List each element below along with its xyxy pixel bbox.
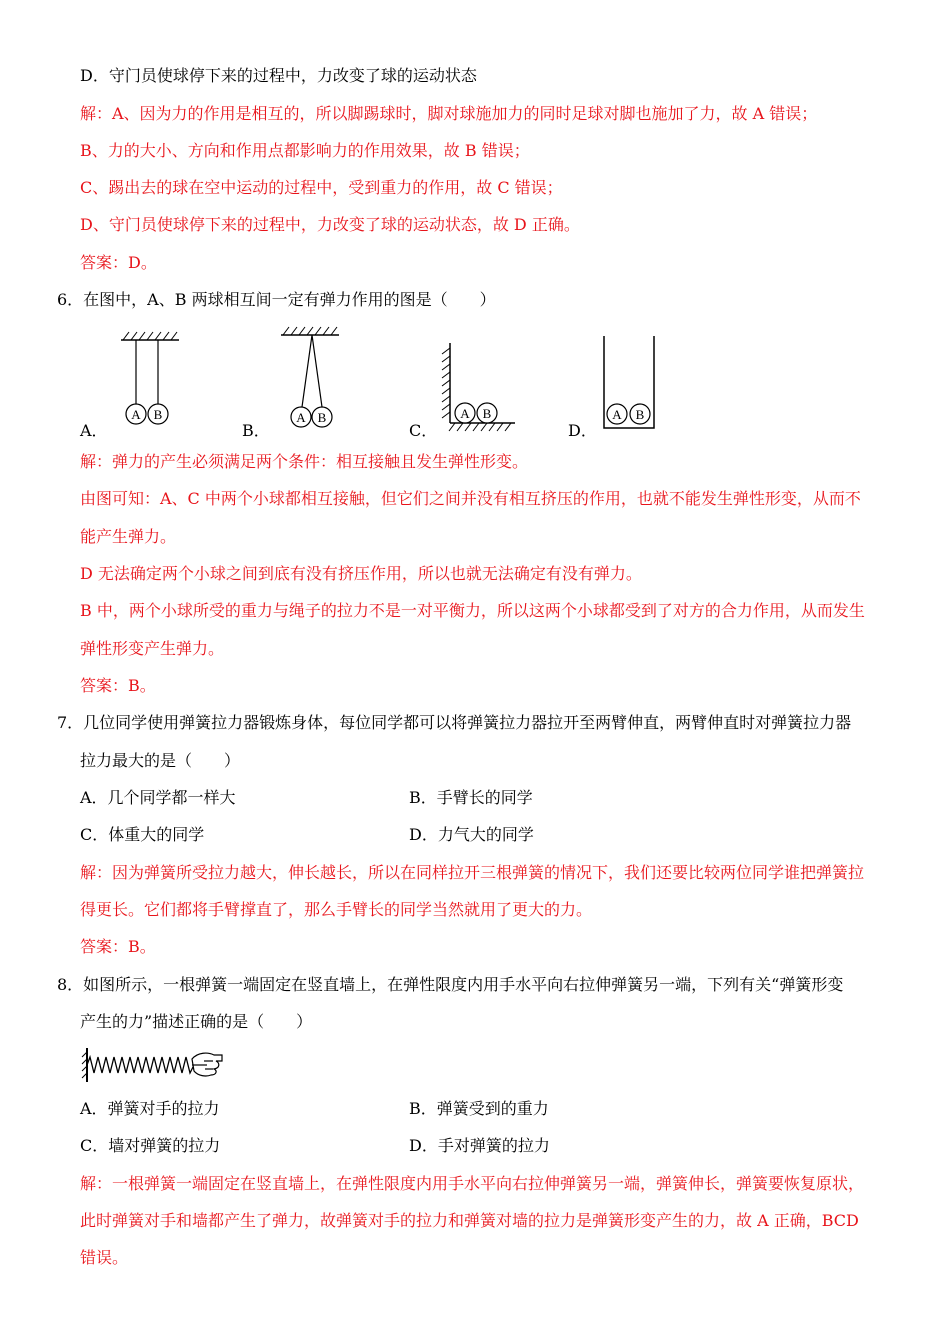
q5-solution-line: D、守门员使球停下来的过程中，力改变了球的运动状态，故 D 正确。 <box>80 215 580 234</box>
q7-stem: 7．几位同学使用弹簧拉力器锻炼身体，每位同学都可以将弹簧拉力器拉开至两臂伸直，两臂伸直时对弹簧拉力器 <box>57 713 852 732</box>
q8-solution-line: 解：一根弹簧一端固定在竖直墙上，在弹性限度内用手水平向右拉伸弹簧另一端，弹簧伸长，弹簧要恢复原状， <box>80 1174 865 1193</box>
q5-solution-line: 解：A、因为力的作用是相互的，所以脚踢球时，脚对球施加力的同时足球对脚也施加了力，故 A 错误； <box>80 104 818 123</box>
q8-option-b: B．弹簧受到的重力 <box>409 1099 549 1118</box>
q6-solution-line: 解：弹力的产生必须满足两个条件：相互接触且发生弹性形变。 <box>80 452 529 471</box>
q6-solution-line: D 无法确定两个小球之间到底有没有挤压作用，所以也就无法确定有没有弹力。 <box>80 564 642 583</box>
svg-text:A: A <box>460 406 470 421</box>
q8-option-c: C．墙对弹簧的拉力 <box>80 1136 221 1155</box>
q6-solution-line: 弹性形变产生弹力。 <box>80 639 225 658</box>
q7-stem-cont: 拉力最大的是（ ） <box>80 751 241 770</box>
q5-solution-line: C、踢出去的球在空中运动的过程中，受到重力的作用，故 C 错误； <box>80 178 563 197</box>
q6-label-d: D． <box>568 421 597 440</box>
svg-text:B: B <box>153 407 163 422</box>
q7-answer: 答案：B。 <box>80 937 156 956</box>
q5-solution-line: B、力的大小、方向和作用点都影响力的作用效果，故 B 错误； <box>80 141 530 160</box>
q8-stem-cont: 产生的力”描述正确的是（ ） <box>80 1012 313 1031</box>
svg-text:B: B <box>482 406 492 421</box>
q6-solution-line: B 中，两个小球所受的重力与绳子的拉力不是一对平衡力，所以这两个小球都受到了对方的合力作用，从而发生 <box>80 601 865 620</box>
q8-option-d: D．手对弹簧的拉力 <box>409 1136 550 1155</box>
q8-solution-line: 错误。 <box>80 1248 129 1267</box>
q7-solution-line: 得更长。它们都将手臂撑直了，那么手臂长的同学当然就用了更大的力。 <box>80 900 593 919</box>
q6-stem: 6．在图中，A、B 两球相互间一定有弹力作用的图是（ ） <box>57 290 496 309</box>
q7-option-d: D．力气大的同学 <box>409 825 534 844</box>
q6-label-a: A． <box>80 421 108 440</box>
q5-option-d: D．守门员使球停下来的过程中，力改变了球的运动状态 <box>80 66 477 85</box>
q8-option-a: A．弹簧对手的拉力 <box>80 1099 220 1118</box>
q6-answer: 答案：B。 <box>80 676 156 695</box>
q6-solution-line: 由图可知：A、C 中两个小球都相互接触，但它们之间并没有相互挤压的作用，也就不能发生弹性形变，从而不 <box>80 489 861 508</box>
q6-figure-d <box>595 333 665 433</box>
q7-option-c: C．体重大的同学 <box>80 825 205 844</box>
q6-label-b: B． <box>242 421 270 440</box>
svg-text:A: A <box>296 410 306 425</box>
q8-solution-line: 此时弹簧对手和墙都产生了弹力，故弹簧对手的拉力和弹簧对墙的拉力是弹簧形变产生的力，故 A 正确，BCD <box>80 1211 859 1230</box>
q6-figure-b <box>275 320 365 430</box>
q8-stem: 8．如图所示，一根弹簧一端固定在竖直墙上，在弹性限度内用手水平向右拉伸弹簧另一端，下列有关“弹簧形变 <box>57 975 844 994</box>
q7-solution-line: 解：因为弹簧所受拉力越大，伸长越长，所以在同样拉开三根弹簧的情况下，我们还要比较两位同学谁把弹簧拉 <box>80 863 865 882</box>
q6-label-c: C． <box>409 421 438 440</box>
q5-answer: 答案：D。 <box>80 253 157 272</box>
svg-text:A: A <box>612 407 622 422</box>
svg-text:B: B <box>635 407 645 422</box>
q6-figure-a <box>115 325 205 435</box>
spring <box>87 1057 194 1073</box>
q6-solution-line: 能产生弹力。 <box>80 527 177 546</box>
q8-spring-figure <box>80 1046 230 1086</box>
q6-figure-c <box>435 338 525 438</box>
svg-text:A: A <box>131 407 141 422</box>
q7-option-a: A．几个同学都一样大 <box>80 788 236 807</box>
svg-text:B: B <box>317 410 327 425</box>
hand-icon <box>192 1053 222 1076</box>
q7-option-b: B．手臂长的同学 <box>409 788 533 807</box>
